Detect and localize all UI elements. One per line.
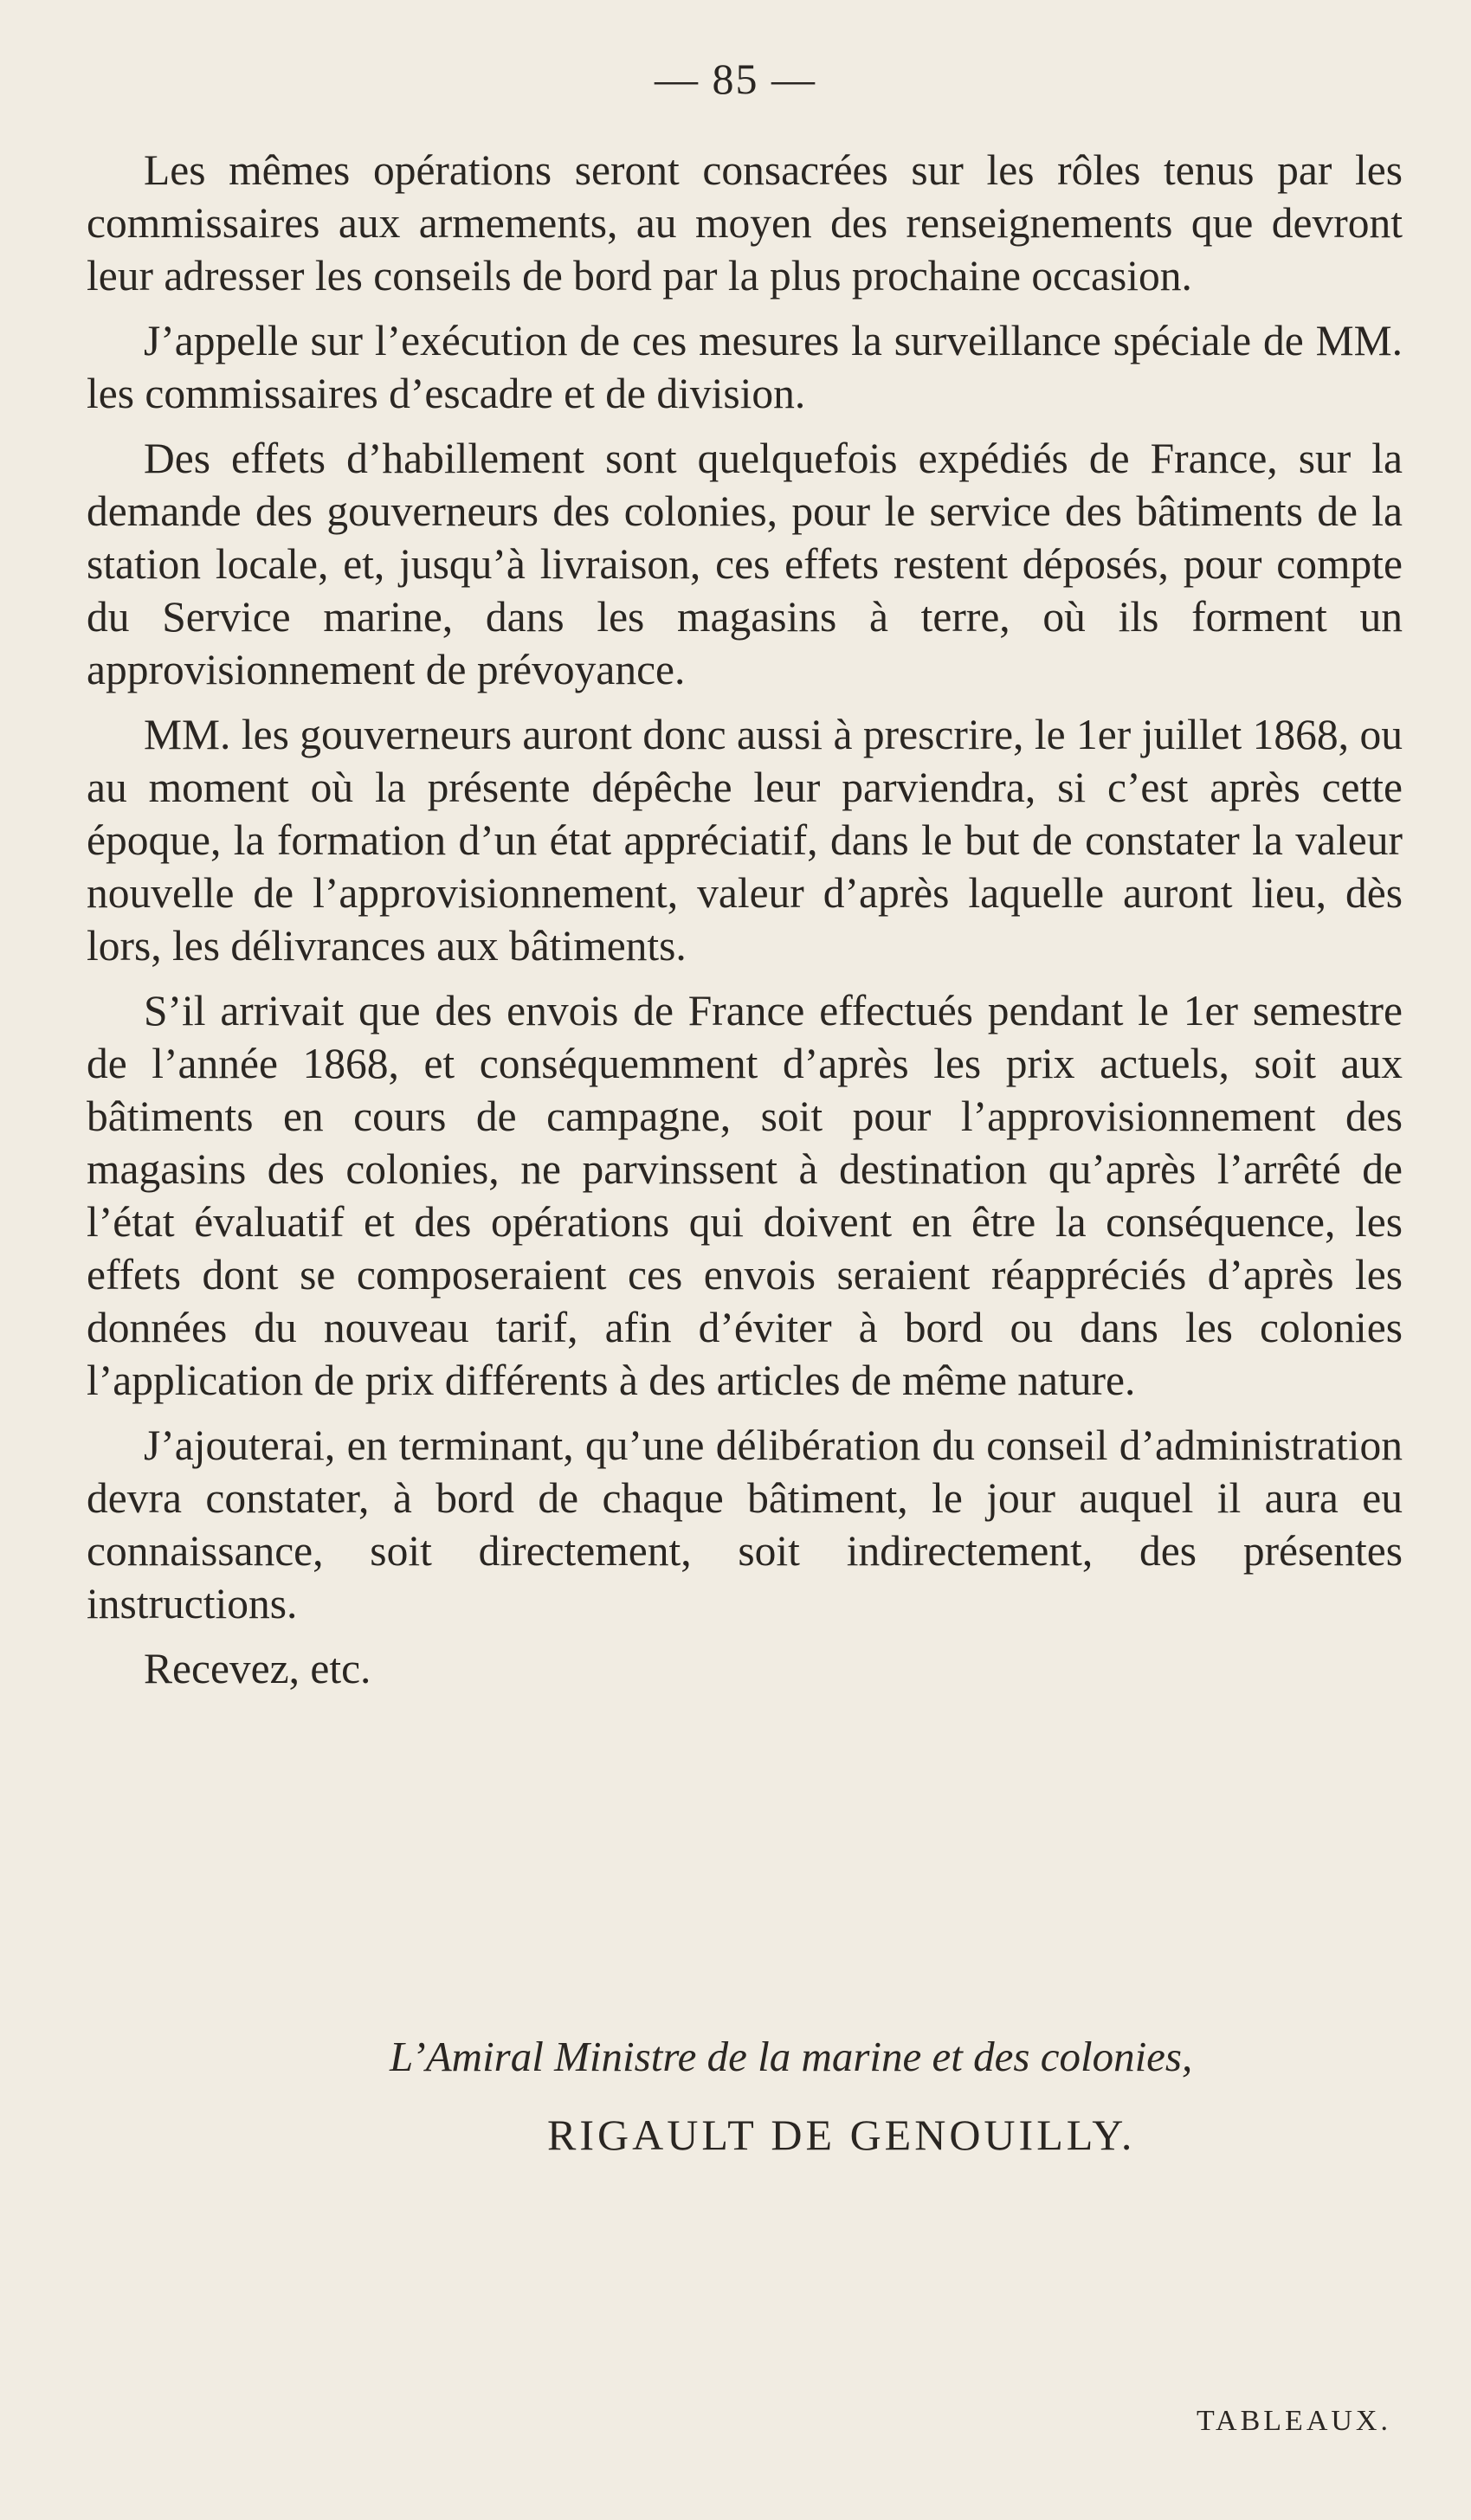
paragraph-2: J’appelle sur l’exécution de ces mesures la surveillance spéciale de MM. les commissaires d’escadre et de division.	[87, 317, 1403, 417]
closing-salutation: Recevez, etc.	[144, 1645, 371, 1692]
signatory-name: RIGAULT DE GENOUILLY.	[547, 2111, 1136, 2159]
paragraph-1: Les mêmes opérations seront consacrées sur les rôles tenus par les commissaires aux armements, au moyen des renseignements que devront leur adresser les conseils de bord par la plus prochaine occasion.	[87, 146, 1403, 300]
paragraph-6: J’ajouterai, en terminant, qu’une délibération du conseil d’administration devra constater, à bord de chaque bâtiment, le jour auquel il aura eu connaissance, soit directement, soit indirectement, des présentes instructions.	[87, 1421, 1403, 1627]
signatory-title: L’Amiral Ministre de la marine et des colonies,	[390, 2033, 1193, 2080]
page-number: — 85 —	[655, 55, 816, 103]
paragraph-3: Des effets d’habillement sont quelquefois expédiés de France, sur la demande des gouverneurs des colonies, pour le service des bâtiments de la station locale, et, jusqu’à livraison, ces effets restent déposés, pour compte du Service marine, dans les magasins à terre, où ils forment un approvisionnement de prévoyance.	[87, 435, 1403, 693]
paragraph-5: S’il arrivait que des envois de France effectués pendant le 1er semestre de l’année 1868, et conséquemment d’après les prix actuels, soit aux bâtiments en cours de campagne, soit pour l’approvisionnement des magasins des colonies, ne parvinssent à destination qu’après l’arrêté de l’état évaluatif et des opérations qui doivent en être la conséquence, les effets dont se composeraient ces envois seraient réappréciés d’après les données du nouveau tarif, afin d’éviter à bord ou dans les colonies l’application de prix différents à des articles de même nature.	[87, 987, 1403, 1404]
paragraph-4: MM. les gouverneurs auront donc aussi à prescrire, le 1er juillet 1868, ou au moment où la présente dépêche leur parviendra, si c’est après cette époque, la formation d’un état appréciatif, dans le but de constater la valeur nouvelle de l’approvisionnement, valeur d’après laquelle auront lieu, dès lors, les délivrances aux bâtiments.	[87, 711, 1403, 970]
catchword: TABLEAUX.	[1197, 2405, 1391, 2437]
letter-body	[87, 144, 1403, 1695]
